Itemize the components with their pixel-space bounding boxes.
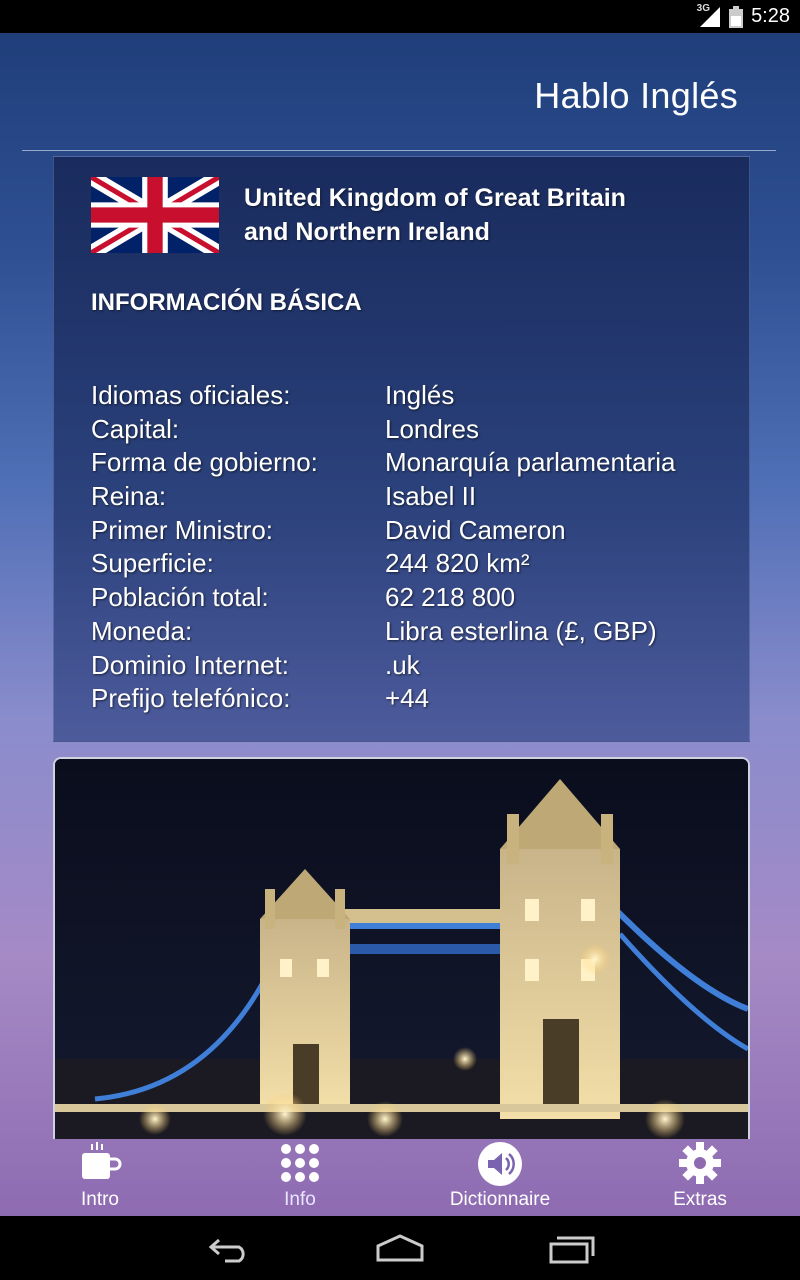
fact-value: 244 820 km² (385, 548, 530, 579)
status-bar (0, 0, 800, 33)
fact-value: Monarquía parlamentaria (385, 447, 676, 478)
nav-label-dictionnaire: Dictionnaire (449, 1189, 551, 1210)
facts-list (91, 379, 731, 716)
country-name-line2: and Northern Ireland (244, 218, 490, 246)
coffee-cup-icon (78, 1141, 122, 1185)
union-jack-flag-icon (91, 177, 219, 253)
country-name-line1: United Kingdom of Great Britain (244, 184, 626, 212)
nav-label-extras: Extras (673, 1189, 727, 1210)
fact-label: Forma de gobierno: (91, 447, 318, 478)
speaker-icon (477, 1141, 523, 1187)
country-name (244, 181, 714, 249)
network-type: 3G (696, 3, 710, 14)
fact-row (91, 682, 731, 716)
fact-value: .uk (385, 649, 420, 680)
tower-bridge-illustration (55, 759, 748, 1139)
country-info-card (53, 156, 750, 742)
fact-row (91, 413, 731, 447)
nav-item-extras[interactable] (600, 1137, 800, 1216)
fact-label: Reina: (91, 481, 167, 512)
home-icon[interactable] (374, 1232, 426, 1264)
nav-label-intro: Intro (80, 1189, 120, 1210)
fact-row (91, 615, 731, 649)
app-screen (0, 33, 800, 1216)
fact-label: Moneda: (91, 615, 193, 646)
fact-row (91, 547, 731, 581)
gear-icon (678, 1141, 722, 1185)
signal-icon (700, 7, 722, 27)
fact-row (91, 480, 731, 514)
fact-value: David Cameron (385, 514, 566, 545)
recent-apps-icon[interactable] (547, 1232, 595, 1264)
fact-row (91, 446, 731, 480)
fact-label: Primer Ministro: (91, 514, 274, 545)
title-divider (22, 150, 776, 151)
nav-label-info: Info (284, 1189, 316, 1210)
system-navigation-bar (0, 1216, 800, 1280)
section-heading: INFORMACIÓN BÁSICA (91, 289, 362, 316)
fact-value: Isabel II (385, 481, 477, 512)
back-icon[interactable] (205, 1232, 253, 1264)
grid-dots-icon (278, 1141, 322, 1185)
fact-label: Prefijo telefónico: (91, 683, 291, 714)
battery-icon (729, 6, 743, 28)
fact-row (91, 581, 731, 615)
tower-bridge-photo (53, 757, 750, 1139)
fact-label: Idiomas oficiales: (91, 380, 291, 410)
fact-row (91, 649, 731, 683)
fact-row (91, 379, 731, 413)
nav-item-intro[interactable] (0, 1137, 200, 1216)
fact-label: Población total: (91, 582, 269, 613)
fact-value: Libra esterlina (£, GBP) (385, 615, 657, 646)
fact-label: Capital: (91, 413, 180, 444)
clock: 5:28 (751, 5, 790, 27)
fact-value: Inglés (385, 380, 455, 410)
app-title: Hablo Inglés (534, 75, 738, 116)
fact-value: +44 (385, 683, 430, 714)
nav-item-info[interactable] (200, 1137, 400, 1216)
fact-value: Londres (385, 413, 479, 444)
bottom-navigation (0, 1137, 800, 1216)
fact-label: Dominio Internet: (91, 649, 289, 680)
fact-row (91, 514, 731, 548)
fact-value: 62 218 800 (385, 582, 516, 613)
nav-item-dictionnaire[interactable] (400, 1137, 600, 1216)
fact-label: Superficie: (91, 548, 214, 579)
